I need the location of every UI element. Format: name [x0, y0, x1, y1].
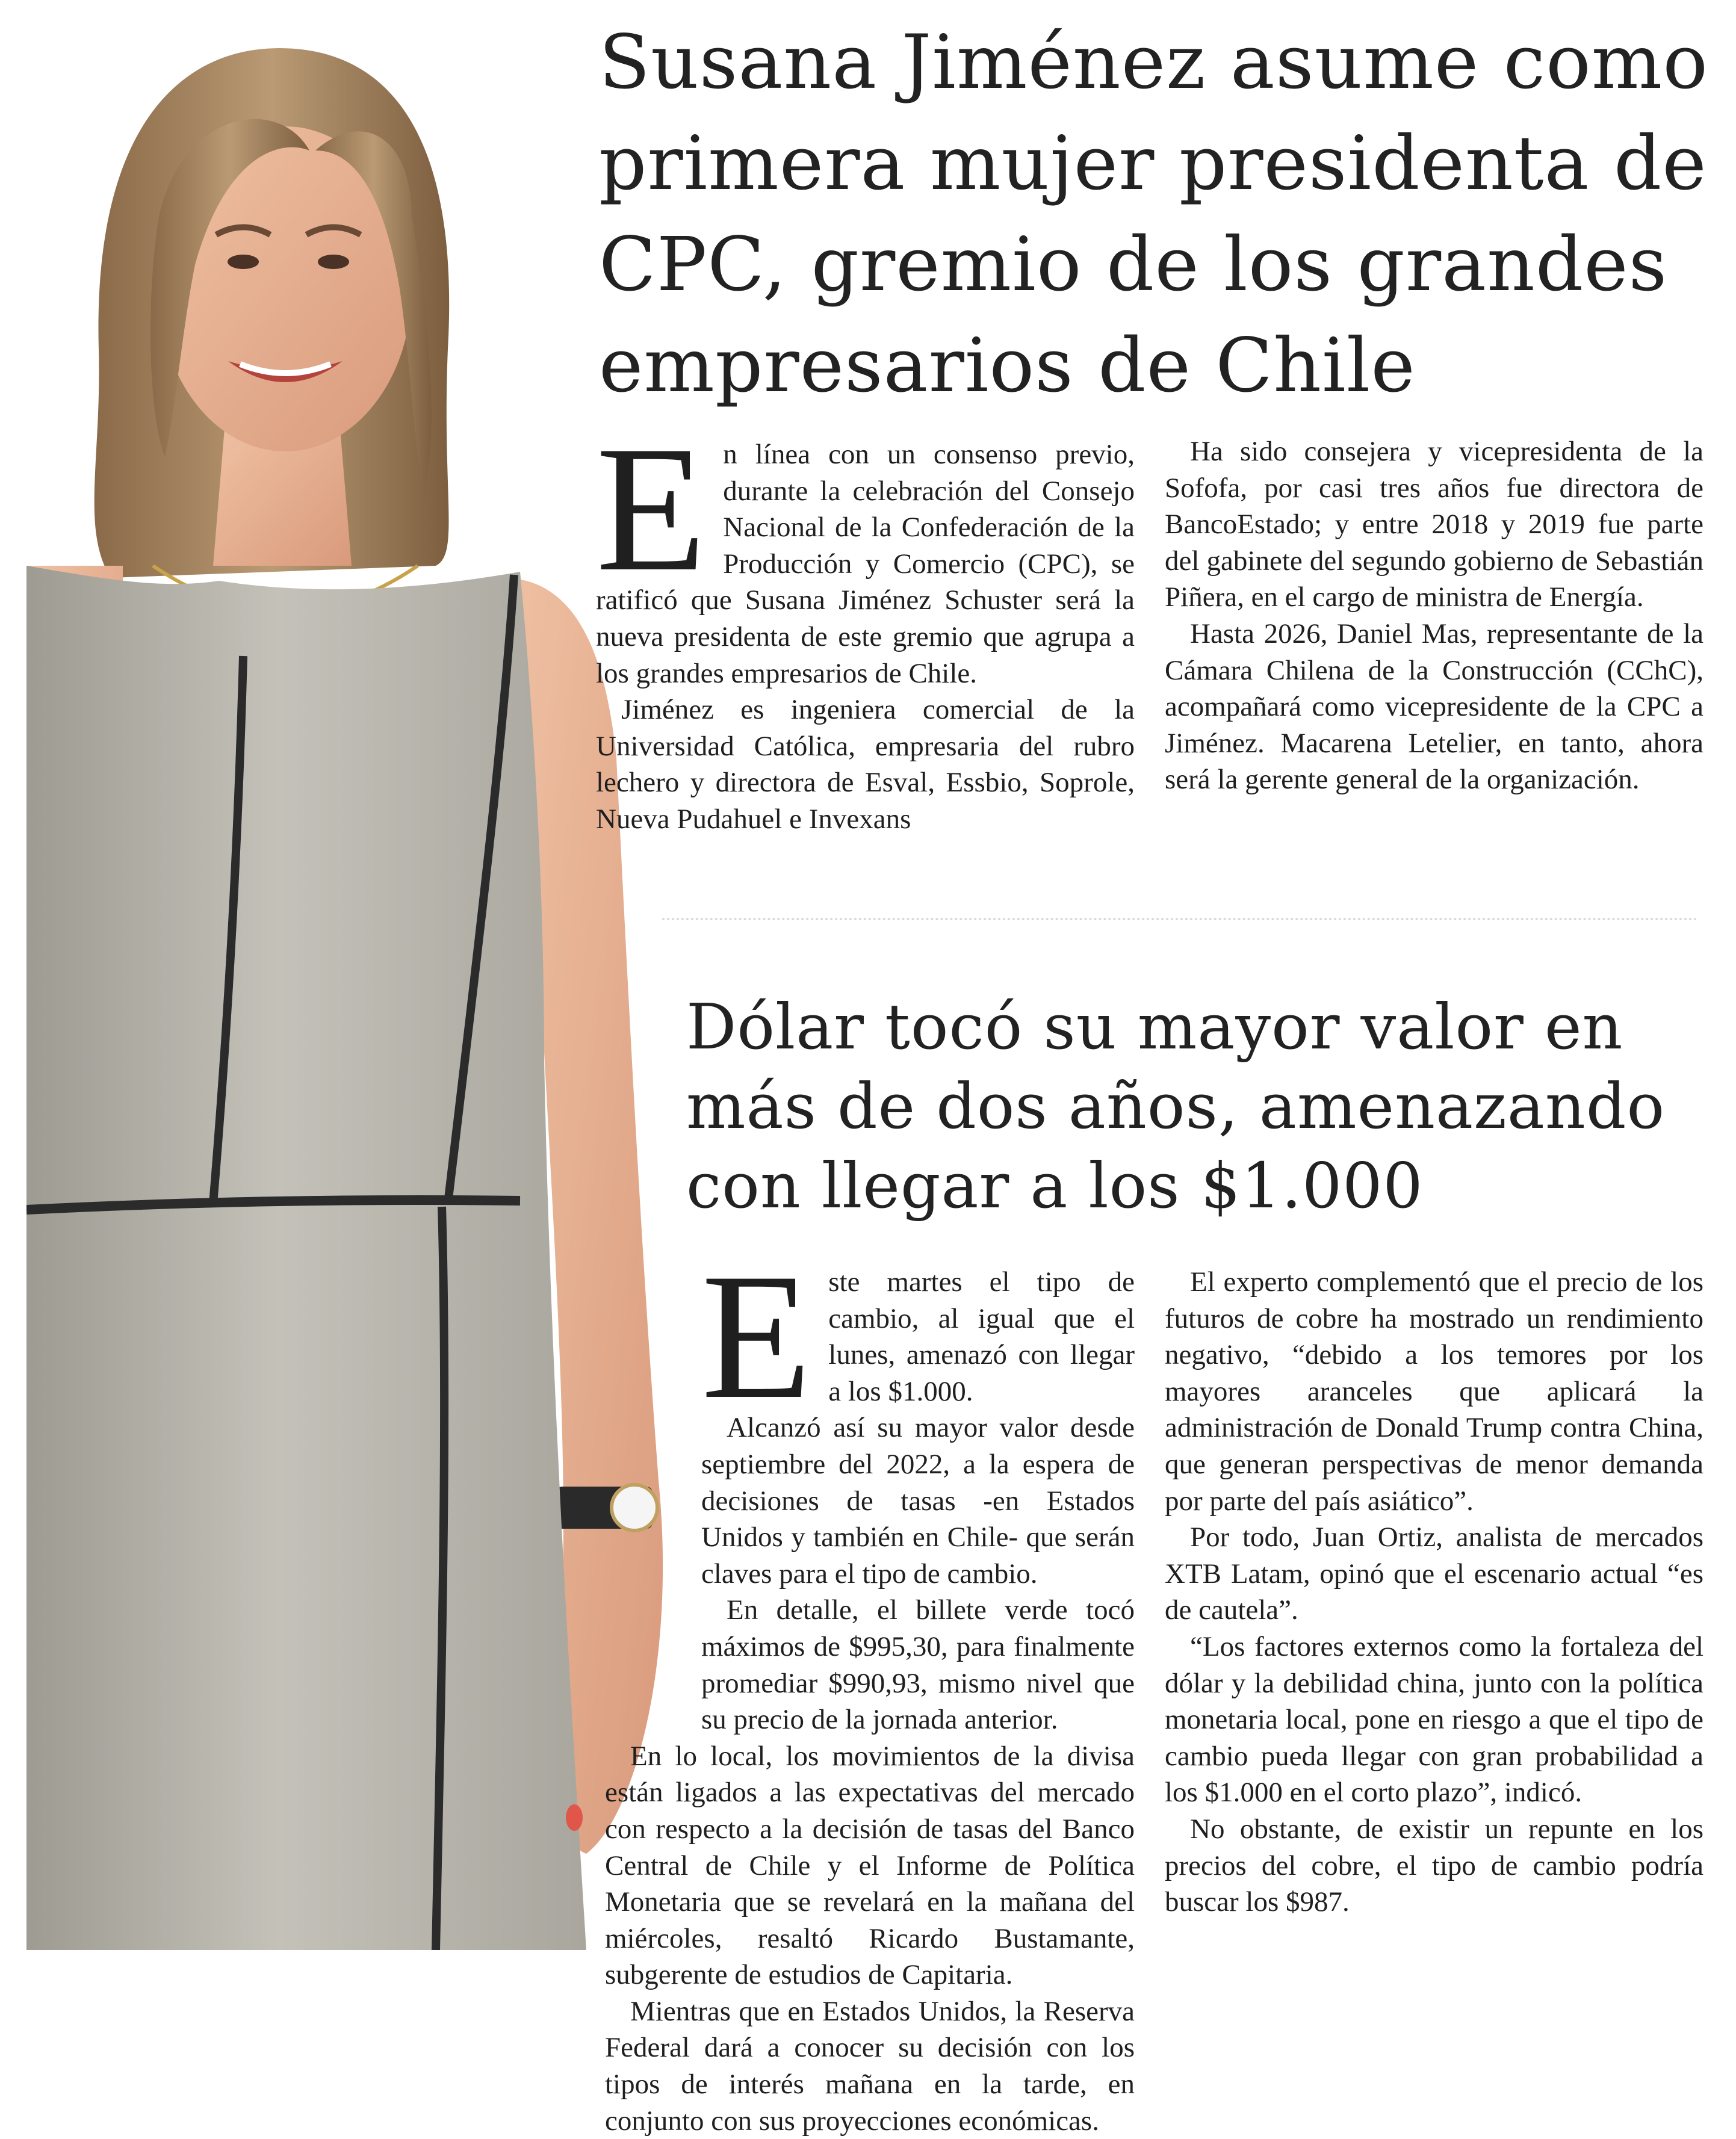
dropcap: E — [596, 409, 707, 608]
paragraph: Hasta 2026, Daniel Mas, representante de la Cámara Chilena de la Construcción (CChC), acompañará como vicepresidente de la CPC a Jiménez. Macarena Letelier, en tanto, ahora será la gerente general de la organización. — [1165, 618, 1703, 796]
paragraph: ste martes el tipo de cambio, al igual que el lunes, amenazó con llegar a los $1.000. — [828, 1266, 1135, 1407]
headline-dolar: Dólar tocó su mayor valor en más de dos años, amenazando con llegar a los $1.000 — [686, 990, 1666, 1222]
paragraph: El experto complementó que el precio de los futuros de cobre ha mostrado un rendimiento negativo, “debido a los temores por los mayores aranceles que aplicará la administración de Donald Trump contra China, que generan perspectivas de menor demanda por parte del país asiático”. — [1165, 1266, 1703, 1517]
paragraph: No obstante, de existir un repunte en los precios del cobre, el tipo de cambio podría buscar los $987. — [1165, 1813, 1703, 1918]
paragraph: Jiménez es ingeniera comercial de la Universidad Católica, empresaria del rubro lechero y directora de Esval, Essbio, Soprole, Nueva Pudahuel e Invexans — [596, 694, 1135, 835]
article2-col1 — [605, 1236, 1135, 2139]
paragraph: Alcanzó así su mayor valor desde septiembre del 2022, a la espera de decisiones de tasas -en Estados Unidos y también en Chile- que serán claves para el tipo de cambio. — [701, 1412, 1135, 1590]
article1-col2 — [1165, 433, 1703, 798]
paragraph: n línea con un consenso previo, durante la celebración del Consejo Nacional de la Confederación de la Producción y Comercio (CPC), se ratificó que Susana Jiménez Schuster será la nueva presidenta de este gremio que agrupa a los grandes empresarios de Chile. — [596, 439, 1135, 689]
paragraph: En detalle, el billete verde tocó máximos de $995,30, para finalmente promediar $990,93, mismo nivel que su precio de la jornada anterior. — [701, 1594, 1135, 1736]
text-wrap — [605, 1236, 1135, 1738]
paragraph: “Los factores externos como la fortaleza del dólar y la debilidad china, junto con la política monetaria local, pone en riesgo a que el tipo de cambio pueda llegar con gran probabilidad a los $1.000 en el corto plazo”, indicó. — [1165, 1630, 1703, 1809]
paragraph: En lo local, los movimientos de la divisa están ligados a las expectativas del mercado con respecto a la decisión de tasas del Banco Central de Chile y el Informe de Política Monetaria que se revelará en la mañana del miércoles, resaltó Ricardo Bustamante, subgerente de estudios de Capitaria. — [605, 1740, 1135, 1991]
headline-cpc: Susana Jiménez asume como primera mujer presidenta de CPC, gremio de los grandes empresarios de Chile — [599, 19, 1709, 409]
article2-col2 — [1165, 1264, 1703, 1921]
article1-col1 — [596, 409, 1135, 838]
paragraph: Por todo, Juan Ortiz, analista de mercados XTB Latam, opinó que el escenario actual “es de cautela”. — [1165, 1521, 1703, 1626]
paragraph: Ha sido consejera y vicepresidenta de la Sofofa, por casi tres años fue directora de BancoEstado; y entre 2018 y 2019 fue parte del gabinete del segundo gobierno de Sebastián Piñera, en el cargo de ministra de Energía. — [1165, 436, 1703, 613]
paragraph: Mientras que en Estados Unidos, la Reserva Federal dará a conocer su decisión con los tipos de interés mañana en la tarde, en conjunto con sus proyecciones económicas. — [605, 1995, 1135, 2137]
dropcap: E — [701, 1236, 812, 1436]
section-divider — [662, 918, 1697, 920]
